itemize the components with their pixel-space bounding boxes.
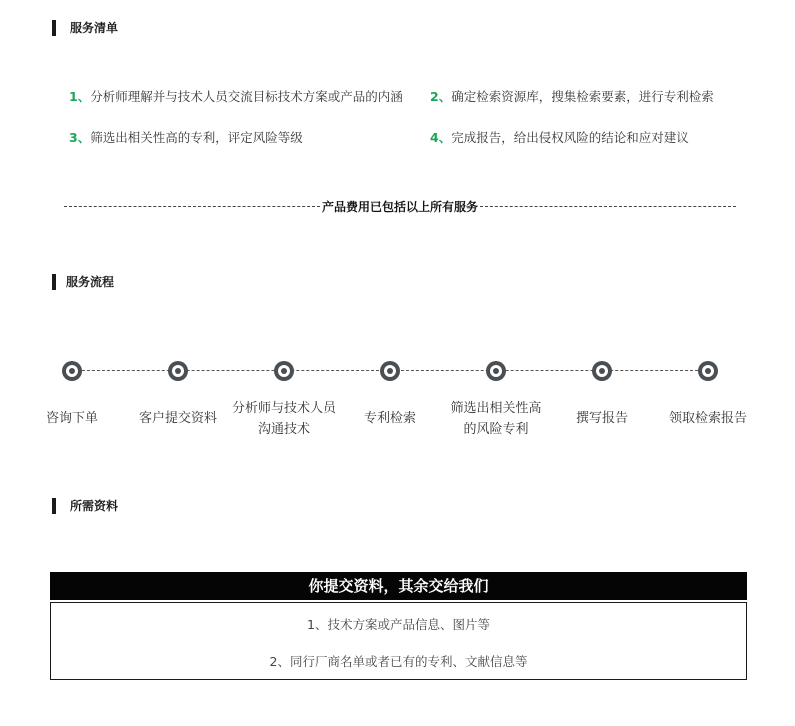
service-item-number: 3、 bbox=[69, 130, 91, 145]
flow-step-node-icon bbox=[380, 361, 400, 381]
section-title-required-materials: 所需资料 bbox=[52, 498, 118, 514]
flow-step-node-icon bbox=[698, 361, 718, 381]
materials-banner: 你提交资料，其余交给我们 bbox=[50, 572, 747, 600]
service-item-text: 完成报告，给出侵权风险的结论和应对建议 bbox=[451, 130, 689, 145]
flow-step-node-icon bbox=[486, 361, 506, 381]
flow-step-label bbox=[638, 408, 778, 429]
flow-step-label-line: 分析师与技术人员 bbox=[231, 401, 336, 416]
flow-step-node-icon bbox=[168, 361, 188, 381]
flow-step-node-dot bbox=[705, 368, 711, 374]
flow-step-node-dot bbox=[493, 368, 499, 374]
flow-step-node-dot bbox=[175, 368, 181, 374]
included-services-divider bbox=[64, 197, 736, 215]
flow-step-label-line: 咨询下单 bbox=[45, 411, 98, 426]
flow-step-node-dot bbox=[387, 368, 393, 374]
section-title-service-list: 服务清单 bbox=[52, 20, 118, 36]
service-item-text: 筛选出相关性高的专利，评定风险等级 bbox=[90, 130, 303, 145]
dashed-line-right bbox=[480, 206, 736, 207]
service-item bbox=[430, 128, 689, 146]
service-item bbox=[69, 87, 403, 105]
service-item bbox=[430, 87, 714, 105]
materials-list bbox=[50, 602, 747, 680]
service-item-text: 分析师理解并与技术人员交流目标技术方案或产品的内涵 bbox=[90, 89, 403, 104]
flow-step-label-line: 的风险专利 bbox=[463, 422, 529, 437]
flow-step-node-icon bbox=[62, 361, 82, 381]
flow-step-node-icon bbox=[274, 361, 294, 381]
material-item: 2、同行厂商名单或者已有的专利、文献信息等 bbox=[269, 654, 528, 669]
service-item-text: 确定检索资源库，搜集检索要素，进行专利检索 bbox=[451, 89, 714, 104]
included-services-note: 产品费用已包括以上所有服务 bbox=[322, 199, 479, 214]
flow-step-node-dot bbox=[281, 368, 287, 374]
service-item-number: 1、 bbox=[69, 89, 91, 104]
section-title-service-flow: 服务流程 bbox=[52, 274, 114, 290]
flow-step-label-line: 专利检索 bbox=[363, 411, 416, 426]
flow-step-label-line: 沟通技术 bbox=[257, 422, 310, 437]
material-item: 1、技术方案或产品信息、图片等 bbox=[307, 617, 490, 632]
service-item-number: 2、 bbox=[430, 89, 452, 104]
dashed-line-left bbox=[64, 206, 320, 207]
service-item-number: 4、 bbox=[430, 130, 452, 145]
flow-step-label-line: 筛选出相关性高 bbox=[450, 401, 542, 416]
flow-step-label-line: 领取检索报告 bbox=[668, 411, 747, 426]
service-item bbox=[69, 128, 303, 146]
flow-step-label-line: 撰写报告 bbox=[575, 411, 628, 426]
flow-step-node-dot bbox=[69, 368, 75, 374]
flow-step-node-icon bbox=[592, 361, 612, 381]
flow-step-label-line: 客户提交资料 bbox=[138, 411, 217, 426]
flow-step-node-dot bbox=[599, 368, 605, 374]
